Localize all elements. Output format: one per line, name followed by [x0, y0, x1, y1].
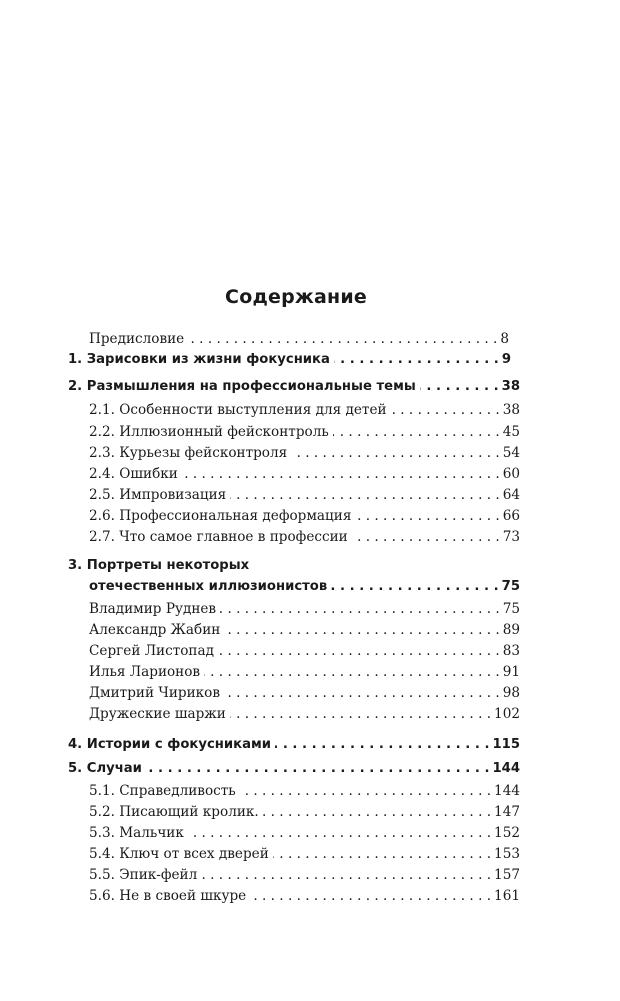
toc-page-number: 38	[502, 402, 520, 418]
dot-leader	[230, 487, 499, 503]
dot-leader	[273, 846, 491, 862]
toc-section-5-5[interactable]	[89, 867, 520, 883]
dot-leader	[182, 466, 500, 482]
toc-entry-label: Илья Ларионов	[89, 664, 201, 680]
toc-entry-label: Владимир Руднев	[89, 601, 217, 617]
toc-entry-label: отечественных иллюзионистов	[89, 579, 328, 594]
toc-section-5-4[interactable]	[89, 846, 520, 862]
toc-entry-label: 5.5. Эпик-фейл	[89, 867, 198, 883]
toc-entry-label: 2.3. Курьезы фейсконтроля	[89, 445, 288, 461]
toc-page-number: 144	[492, 761, 520, 776]
dot-leader	[391, 402, 500, 418]
toc-chapter-4[interactable]	[68, 737, 520, 753]
toc-page-number: 115	[492, 737, 520, 752]
dot-leader	[146, 761, 490, 777]
toc-page-number: 144	[494, 783, 520, 799]
toc-page-number: 38	[501, 379, 520, 394]
toc-page-number: 147	[494, 804, 520, 820]
dot-leader	[224, 622, 499, 638]
toc-section-5-2[interactable]	[89, 804, 520, 820]
toc-section-5-6[interactable]	[89, 888, 520, 904]
toc-entry-label: 2.1. Особенности выступления для детей	[89, 402, 387, 418]
toc-entry-label: Сергей Листопад	[89, 643, 214, 659]
toc-chapter-3[interactable]	[89, 579, 520, 595]
toc-section-5-3[interactable]	[89, 825, 520, 841]
dot-leader	[201, 867, 491, 883]
toc-entry-label: Предисловие	[89, 331, 185, 347]
dot-leader	[275, 737, 489, 753]
dot-leader	[355, 508, 499, 524]
dot-leader	[334, 352, 499, 368]
toc-entry-label: Дмитрий Чириков	[89, 685, 221, 701]
toc-page-number: 83	[502, 643, 520, 659]
dot-leader	[250, 888, 491, 904]
toc-page-number: 9	[501, 352, 511, 367]
toc-entry-preface[interactable]	[89, 331, 509, 347]
toc-section-2-6[interactable]	[89, 508, 520, 524]
dot-leader	[291, 445, 499, 461]
toc-section-2-4[interactable]	[89, 466, 520, 482]
toc-chapter-2[interactable]	[68, 379, 520, 395]
toc-page-number: 54	[502, 445, 520, 461]
toc-section-3-1[interactable]	[89, 601, 520, 617]
dot-leader	[220, 601, 500, 617]
dot-leader	[224, 685, 500, 701]
toc-section-3-5[interactable]	[89, 685, 520, 701]
toc-page-number: 75	[502, 601, 520, 617]
dot-leader	[188, 825, 491, 841]
toc-chapter-3-first-line[interactable]: 3. Портреты некоторых	[68, 558, 250, 573]
toc-chapter-5[interactable]	[68, 761, 520, 777]
toc-page-number: 60	[502, 466, 520, 482]
toc-page-number: 152	[494, 825, 520, 841]
toc-page-number: 98	[502, 685, 520, 701]
toc-entry-label: 2. Размышления на профессиональные темы	[68, 379, 416, 394]
toc-entry-label: 5.6. Не в своей шкуре	[89, 888, 247, 904]
toc-section-3-3[interactable]	[89, 643, 520, 659]
toc-page-number: 8	[500, 331, 509, 347]
toc-entry-label: 5. Случаи	[68, 761, 142, 776]
toc-entry-label: 5.1. Справедливость	[89, 783, 236, 799]
toc-section-3-6[interactable]	[89, 706, 520, 722]
dot-leader	[333, 424, 500, 440]
toc-page-number: 161	[494, 888, 520, 904]
toc-section-3-2[interactable]	[89, 622, 520, 638]
toc-section-2-2[interactable]	[89, 424, 520, 440]
toc-page-number: 157	[494, 867, 520, 883]
dot-leader	[188, 331, 497, 347]
toc-entry-label: 5.2. Писающий кролик.	[89, 804, 259, 820]
toc-page-number: 89	[502, 622, 520, 638]
dot-leader	[331, 579, 498, 595]
dot-leader	[218, 643, 500, 659]
toc-page-number: 75	[501, 579, 520, 594]
toc-entry-label: 5.3. Мальчик	[89, 825, 184, 841]
toc-chapter-1[interactable]	[68, 352, 511, 368]
toc-entry-label: 1. Зарисовки из жизни фокусника	[68, 352, 330, 367]
toc-entry-label: 2.6. Профессиональная деформация	[89, 508, 352, 524]
toc-section-3-4[interactable]	[89, 664, 520, 680]
toc-page-number: 91	[502, 664, 520, 680]
toc-entry-label: 2.4. Ошибки	[89, 466, 178, 482]
toc-entry-label: 2.7. Что самое главное в профессии	[89, 529, 348, 545]
dot-leader	[204, 664, 500, 680]
toc-entry-label: 5.4. Ключ от всех дверей	[89, 846, 269, 862]
toc-page-number: 153	[494, 846, 520, 862]
toc-page-number: 73	[502, 529, 520, 545]
dot-leader	[240, 783, 491, 799]
toc-section-2-7[interactable]	[89, 529, 520, 545]
dot-leader	[352, 529, 500, 545]
dot-leader	[263, 804, 491, 820]
toc-section-5-1[interactable]	[89, 783, 520, 799]
dot-leader	[420, 379, 499, 395]
toc-section-2-1[interactable]	[89, 402, 520, 418]
toc-entry-label: Дружеские шаржи	[89, 706, 226, 722]
page-title: Содержание	[225, 286, 367, 308]
dot-leader	[230, 706, 491, 722]
toc-entry-label: Александр Жабин	[89, 622, 221, 638]
toc-section-2-5[interactable]	[89, 487, 520, 503]
toc-page-number: 45	[502, 424, 520, 440]
toc-entry-label: 2.5. Импровизация	[89, 487, 227, 503]
toc-section-2-3[interactable]	[89, 445, 520, 461]
toc-page-number: 64	[502, 487, 520, 503]
toc-page-number: 66	[502, 508, 520, 524]
toc-entry-label: 4. Истории с фокусниками	[68, 737, 271, 752]
toc-entry-label: 2.2. Иллюзионный фейсконтроль	[89, 424, 329, 440]
toc-page-number: 102	[494, 706, 520, 722]
